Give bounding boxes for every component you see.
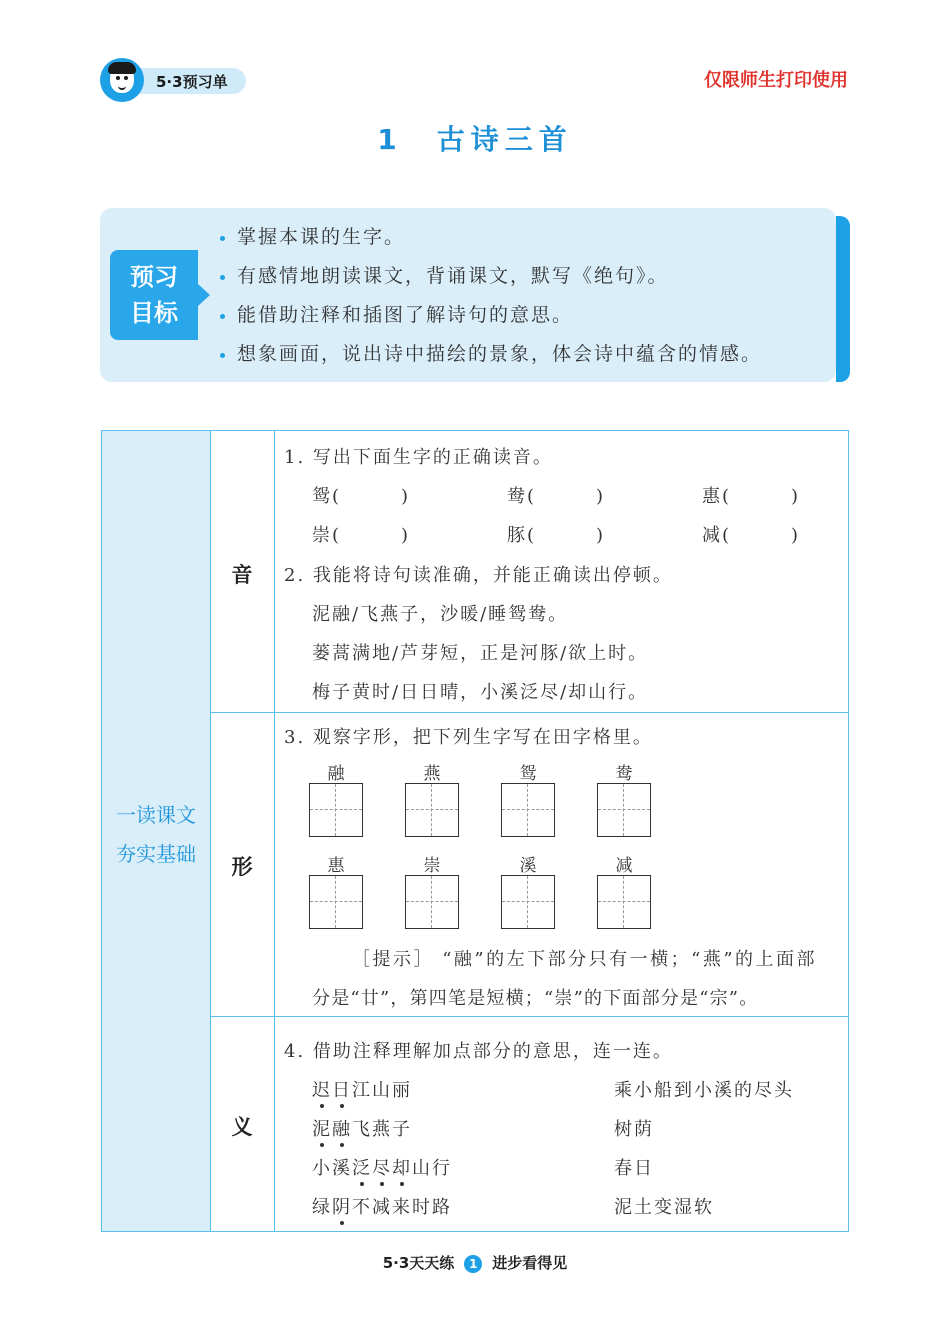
category-column bbox=[210, 431, 275, 1231]
preview-goals-box bbox=[100, 208, 836, 382]
tianzige-cell[interactable]: 溪 bbox=[501, 851, 555, 929]
row-divider bbox=[210, 712, 848, 713]
boy-mascot-icon bbox=[100, 58, 144, 102]
match-right-item[interactable]: 春日 bbox=[614, 1158, 654, 1179]
section-label-line1: 一读课文 bbox=[116, 803, 196, 827]
question-3: 3. 观察字形，把下列生字写在田字格里。 bbox=[284, 727, 653, 748]
goal-item: 掌握本课的生字。 bbox=[220, 222, 762, 261]
question-4: 4. 借助注释理解加点部分的意思，连一连。 bbox=[284, 1041, 673, 1062]
tianzige-cell[interactable]: 鸳 bbox=[501, 759, 555, 837]
goal-list bbox=[220, 222, 762, 378]
goal-side-bar bbox=[836, 216, 850, 382]
goal-item: 想象画面，说出诗中描绘的景象，体会诗中蕴含的情感。 bbox=[220, 339, 762, 378]
exercise-sheet bbox=[101, 430, 849, 1232]
tianzige-cell[interactable]: 崇 bbox=[405, 851, 459, 929]
category-yin: 音 bbox=[231, 563, 253, 587]
footer-left: 5·3天天练 bbox=[382, 1254, 455, 1272]
question-1: 1. 写出下面生字的正确读音。 bbox=[284, 447, 553, 468]
tianzige-cell[interactable]: 惠 bbox=[309, 851, 363, 929]
brand-badge bbox=[100, 58, 248, 102]
poem-line: 泥融/飞燕子，沙暖/睡鸳鸯。 bbox=[312, 604, 569, 625]
match-right-item[interactable]: 乘小船到小溪的尽头 bbox=[614, 1080, 794, 1101]
footer bbox=[0, 1252, 950, 1273]
goal-tag-line2: 目标 bbox=[130, 299, 178, 327]
question-2: 2. 我能将诗句读准确，并能正确读出停顿。 bbox=[284, 565, 673, 586]
page-number: 1 bbox=[464, 1255, 482, 1273]
print-notice: 仅限师生打印使用 bbox=[704, 70, 848, 91]
category-yi: 义 bbox=[231, 1115, 253, 1139]
hint-line2: 分是“廿”，第四笔是短横；“崇”的下面部分是“宗”。 bbox=[312, 988, 759, 1009]
goal-tag bbox=[110, 250, 198, 340]
pinyin-blank[interactable]: 崇( ) bbox=[312, 525, 411, 546]
pinyin-blank[interactable]: 减( ) bbox=[702, 525, 801, 546]
match-right-item[interactable]: 泥土变湿软 bbox=[614, 1197, 714, 1218]
pinyin-blank[interactable]: 豚( ) bbox=[507, 525, 606, 546]
match-right-item[interactable]: 树荫 bbox=[614, 1119, 654, 1140]
page-title: 1 古诗三首 bbox=[377, 123, 573, 156]
pinyin-blank[interactable]: 鸳( ) bbox=[312, 486, 411, 507]
goal-item: 有感情地朗读课文，背诵课文，默写《绝句》。 bbox=[220, 261, 762, 300]
brand-label: 5·3预习单 bbox=[156, 73, 228, 91]
poem-line: 梅子黄时/日日晴，小溪泛尽/却山行。 bbox=[312, 682, 649, 703]
section-label-line2: 夯实基础 bbox=[116, 842, 196, 866]
goal-tag-line1: 预习 bbox=[130, 263, 178, 291]
tianzige-cell[interactable]: 减 bbox=[597, 851, 651, 929]
footer-right: 进步看得见 bbox=[492, 1254, 568, 1272]
goal-item: 能借助注释和插图了解诗句的意思。 bbox=[220, 300, 762, 339]
match-left-item[interactable]: 小溪泛尽却山行 bbox=[312, 1154, 452, 1180]
tianzige-cell[interactable]: 鸯 bbox=[597, 759, 651, 837]
match-left-item[interactable]: 泥融飞燕子 bbox=[312, 1115, 412, 1141]
poem-line: 蒌蒿满地/芦芽短，正是河豚/欲上时。 bbox=[312, 643, 649, 664]
tianzige-cell[interactable]: 燕 bbox=[405, 759, 459, 837]
pinyin-blank[interactable]: 惠( ) bbox=[702, 486, 801, 507]
section-label-column bbox=[102, 431, 211, 1231]
row-divider bbox=[210, 1016, 848, 1017]
tianzige-cell[interactable]: 融 bbox=[309, 759, 363, 837]
match-left-item[interactable]: 绿阴不减来时路 bbox=[312, 1193, 452, 1219]
match-left-item[interactable]: 迟日江山丽 bbox=[312, 1076, 412, 1102]
category-xing: 形 bbox=[231, 855, 253, 879]
pinyin-blank[interactable]: 鸯( ) bbox=[507, 486, 606, 507]
hint-line1: ［提示］ “融”的左下部分只有一横；“燕”的上面部 bbox=[352, 949, 818, 970]
